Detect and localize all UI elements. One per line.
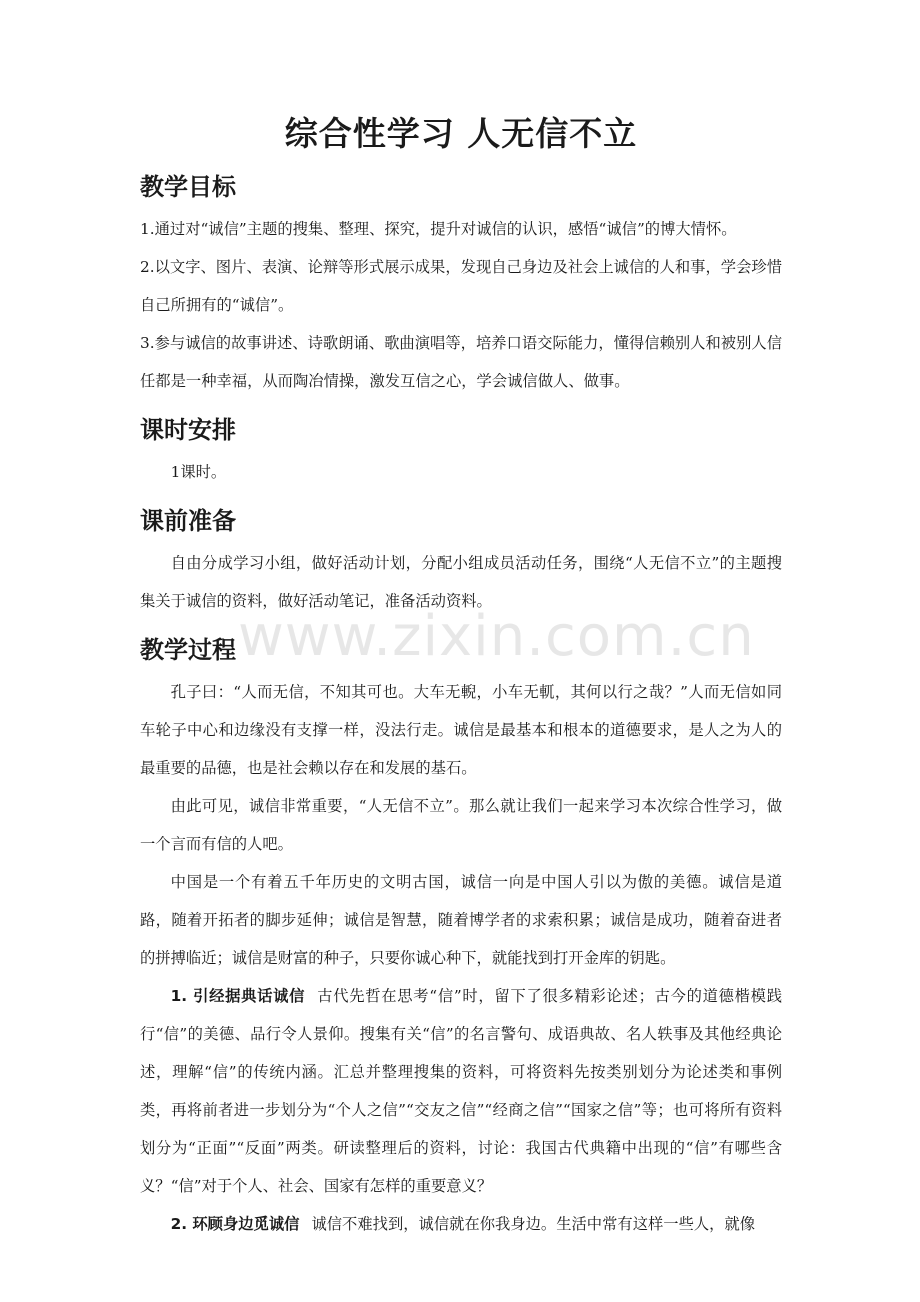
heading-process: 教学过程 <box>140 636 236 664</box>
process-paragraph: 孔子曰：“人而无信，不知其可也。大车无輗，小车无軏，其何以行之哉？”人而无信如同车轮子中心和边缘没有支撑一样，没法行走。诚信是最基本和根本的道德要求，是人之为人的最重要的品德，也是社会赖以存在和发展的基石。 <box>140 683 782 777</box>
process-paragraph: 中国是一个有着五千年历史的文明古国，诚信一向是中国人引以为傲的美德。诚信是道路，随着开拓者的脚步延伸；诚信是智慧，随着博学者的求索积累；诚信是成功，随着奋进者的拼搏临近；诚信是财富的种子，只要你诚心种下，就能找到打开金库的钥匙。 <box>140 873 782 967</box>
goal-item: 1.通过对“诚信”主题的搜集、整理、探究，提升对诚信的认识，感悟“诚信”的博大情怀。 <box>140 220 737 238</box>
goal-item: 3.参与诚信的故事讲述、诗歌朗诵、歌曲演唱等，培养口语交际能力，懂得信赖别人和被别人信任都是一种幸福，从而陶冶情操，激发互信之心，学会诚信做人、做事。 <box>140 334 782 390</box>
step-lead: 2. 环顾身边觅诚信 <box>170 1215 300 1233</box>
watermark: www.zixin.com.cn <box>238 604 755 669</box>
heading-prep: 课前准备 <box>140 507 236 535</box>
step-lead: 1. 引经据典话诚信 <box>170 987 306 1005</box>
process-step <box>140 1205 782 1243</box>
heading-goals: 教学目标 <box>140 173 236 201</box>
schedule-text: 1课时。 <box>170 463 227 481</box>
prep-text: 自由分成学习小组，做好活动计划，分配小组成员活动任务，围绕“人无信不立”的主题搜集关于诚信的资料，做好活动笔记，准备活动资料。 <box>140 554 782 610</box>
process-paragraph: 由此可见，诚信非常重要，“人无信不立”。那么就让我们一起来学习本次综合性学习，做一个言而有信的人吧。 <box>140 797 782 853</box>
document-page <box>140 108 782 1243</box>
step-text: 诚信不难找到，诚信就在你我身边。生活中常有这样一些人，就像 <box>311 1215 756 1233</box>
heading-schedule: 课时安排 <box>140 416 236 444</box>
process-step <box>140 977 782 1205</box>
goal-item: 2.以文字、图片、表演、论辩等形式展示成果，发现自己身边及社会上诚信的人和事，学会珍惜自己所拥有的“诚信”。 <box>140 258 782 314</box>
page-title: 综合性学习 人无信不立 <box>284 114 638 153</box>
step-text: 古代先哲在思考“信”时，留下了很多精彩论述；古今的道德楷模践行“信”的美德、品行令人景仰。搜集有关“信”的名言警句、成语典故、名人轶事及其他经典论述，理解“信”的传统内涵。汇总并整理搜集的资料，可将资料先按类别划分为论述类和事例类，再将前者进一步划分为“个人之信”“交友之信”“经商之信”“国家之信”等；也可将所有资料划分为“正面”“反面”两类。研读整理后的资料，讨论：我国古代典籍中出现的“信”有哪些含义？“信”对于个人、社会、国家有怎样的重要意义？ <box>140 987 782 1195</box>
